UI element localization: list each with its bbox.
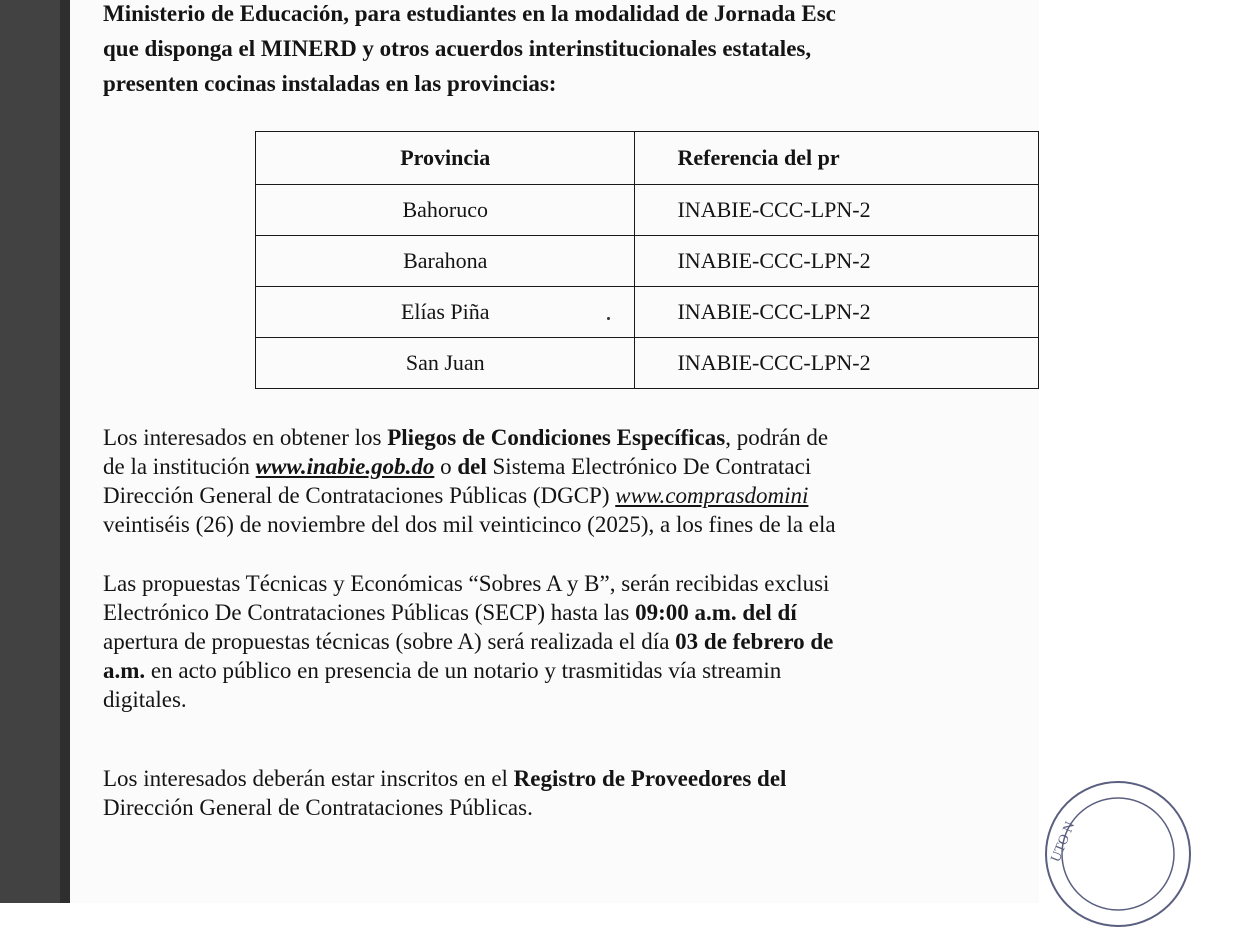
- compras-link[interactable]: www.comprasdomini: [615, 483, 809, 508]
- table-row: [256, 236, 1039, 287]
- cell-provincia: Bahoruco: [256, 185, 635, 236]
- table-row: [256, 185, 1039, 236]
- text-run: , podrán de: [725, 425, 829, 450]
- pliegos-paragraph: [103, 423, 1253, 539]
- paragraph-line: [103, 656, 1253, 685]
- paragraph-line: veintiséis (26) de noviembre del dos mil veinticinco (2025), a los fines de la ela: [103, 512, 836, 537]
- header-provincia: Provincia: [256, 132, 635, 185]
- cell-referencia: INABIE-CCC-LPN-2: [635, 185, 1039, 236]
- header-referencia: Referencia del pr: [635, 132, 1039, 185]
- pliegos-title: Pliegos de Condiciones Específicas: [387, 425, 726, 450]
- paragraph-line: [103, 452, 1253, 481]
- paragraph-line: digitales.: [103, 687, 187, 712]
- inabie-link[interactable]: www.inabie.gob.do: [255, 454, 435, 479]
- registro-title: Registro de Proveedores del: [513, 766, 787, 791]
- text-run: Electrónico De Contrataciones Públicas (SECP) hasta las: [103, 600, 636, 625]
- stamp-text: UTO N: [1048, 819, 1079, 865]
- paragraph-line: Dirección General de Contrataciones Públicas.: [103, 795, 533, 820]
- paragraph-line: [103, 481, 1253, 510]
- cell-provincia: San Juan: [256, 338, 635, 389]
- intro-paragraph: [103, 0, 1203, 101]
- text-run: Los interesados deberán estar inscritos en el: [103, 766, 514, 791]
- text-run: Sistema Electrónico De Contrataci: [486, 454, 812, 479]
- scanner-edge: [0, 0, 70, 903]
- cell-referencia: INABIE-CCC-LPN-2: [635, 287, 1039, 338]
- table-header-row: [256, 132, 1039, 185]
- table-row: [256, 338, 1039, 389]
- paragraph-line: Las propuestas Técnicas y Económicas “Sobres A y B”, serán recibidas exclusi: [103, 571, 830, 596]
- cell-provincia: Barahona: [256, 236, 635, 287]
- text-run: apertura de propuestas técnicas (sobre A) será realizada el día: [103, 629, 676, 654]
- official-seal-stamp: [1038, 774, 1198, 934]
- deadline-time: 09:00 a.m. del dí: [635, 600, 797, 625]
- paragraph-line: [103, 423, 1253, 452]
- text-run: Los interesados en obtener los: [103, 425, 388, 450]
- text-run: en acto público en presencia de un notario y trasmitidas vía streamin: [145, 658, 782, 683]
- text-run: o: [434, 454, 458, 479]
- opening-time: a.m.: [103, 658, 146, 683]
- intro-line: Ministerio de Educación, para estudiantes en la modalidad de Jornada Esc: [103, 1, 836, 26]
- opening-date: 03 de febrero de: [675, 629, 834, 654]
- document-page: [70, 0, 1079, 903]
- paragraph-line: [103, 598, 1253, 627]
- cell-referencia: INABIE-CCC-LPN-2: [635, 236, 1039, 287]
- text-run: de la institución: [103, 454, 256, 479]
- table-row: [256, 287, 1039, 338]
- scan-speck: [607, 317, 610, 320]
- text-run: del: [457, 454, 487, 479]
- intro-line: presenten cocinas instaladas en las provincias:: [103, 71, 557, 96]
- cell-referencia: INABIE-CCC-LPN-2: [635, 338, 1039, 389]
- intro-line: que disponga el MINERD y otros acuerdos interinstitucionales estatales,: [103, 36, 812, 61]
- propuestas-paragraph: [103, 569, 1253, 714]
- scanner-edge-shadow: [60, 0, 70, 903]
- province-table: [255, 131, 1039, 389]
- paragraph-line: [103, 627, 1253, 656]
- cell-provincia: Elías Piña: [256, 287, 635, 338]
- text-run: Dirección General de Contrataciones Públicas (DGCP): [103, 483, 616, 508]
